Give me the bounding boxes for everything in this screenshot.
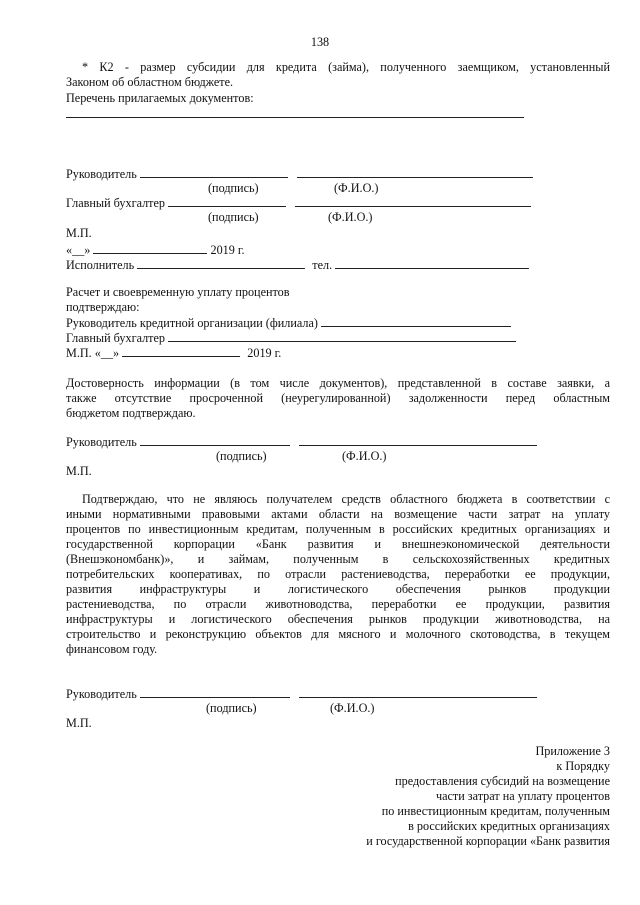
sig1-fio-caption: (Ф.И.О.) xyxy=(334,181,379,195)
bank-accountant-row xyxy=(66,330,516,346)
confirm-line1: Расчет и своевременную уплату процентов xyxy=(66,285,290,299)
appendix-line3: предоставления субсидий на возмещение xyxy=(395,774,610,788)
bank-date-row xyxy=(66,345,281,361)
sig1-head-sign-field xyxy=(140,166,288,178)
appendix-line1: Приложение 3 xyxy=(535,744,610,758)
sig2-fio-caption: (Ф.И.О.) xyxy=(342,449,387,463)
sig1-fio-caption-2: (Ф.И.О.) xyxy=(328,210,373,224)
sig1-accountant-row xyxy=(66,195,531,211)
documents-list-title: Перечень прилагаемых документов: xyxy=(66,91,254,105)
sig3-sign-field xyxy=(140,686,290,698)
k2-footnote-line2: Законом об областном бюджете. xyxy=(66,75,234,89)
reliability-line1: Достоверность информации (в том числе документов), представленной в составе заявки, а xyxy=(66,376,610,390)
bank-year: 2019 г. xyxy=(247,346,282,360)
confirm-para-line2: иными нормативными правовыми актами области на возмещение части затрат на уплату xyxy=(66,507,610,521)
appendix-line7: и государственной корпорации «Банк развития xyxy=(366,834,610,848)
sig1-head-fio-field xyxy=(297,166,533,178)
sig2-fio-field xyxy=(299,434,537,446)
sig1-date-field xyxy=(93,242,207,254)
reliability-line2: также отсутствие просроченной (неурегулированной) задолженности перед областным xyxy=(66,391,610,405)
sig2-mp: М.П. xyxy=(66,464,92,478)
confirm-para-line3: процентов по инвестиционным кредитам, полученным в российских кредитных организациях и xyxy=(66,522,610,536)
bank-accountant-field xyxy=(168,330,516,342)
sig1-mp: М.П. xyxy=(66,226,92,240)
sig1-executor-label: Исполнитель xyxy=(66,258,135,272)
confirm-para-line6: потребительских кооперативах, по отрасли растениеводства, переработки ее продукции, xyxy=(66,567,610,581)
confirm-para-line11: финансовом году. xyxy=(66,642,158,656)
appendix-line2: к Порядку xyxy=(556,759,610,773)
appendix-line6: в российских кредитных организациях xyxy=(408,819,610,833)
sig2-sign-caption: (подпись) xyxy=(216,449,267,463)
appendix-line4: части затрат на уплату процентов xyxy=(435,789,610,803)
sig3-head-label: Руководитель xyxy=(66,687,137,701)
sig1-executor-row xyxy=(66,257,529,273)
confirm-para-line9: инфраструктуры и логистического обеспечения рынков продукции животноводства, на xyxy=(66,612,610,626)
confirm-line2: подтверждаю: xyxy=(66,300,140,314)
reliability-line3: бюджетом подтверждаю. xyxy=(66,406,196,420)
sig3-mp: М.П. xyxy=(66,716,92,730)
confirm-para-line8: растениеводства, по отрасли животноводства, переработки ее продукции, развития xyxy=(66,597,610,611)
sig1-sign-caption-2: (подпись) xyxy=(208,210,259,224)
sig3-fio-caption: (Ф.И.О.) xyxy=(330,701,375,715)
sig1-accountant-fio-field xyxy=(295,195,531,207)
sig1-tel-label: тел. xyxy=(312,258,333,272)
sig3-fio-field xyxy=(299,686,537,698)
confirm-para-line1: Подтверждаю, что не являюсь получателем средств областного бюджета в соответствии с xyxy=(82,492,610,506)
bank-accountant-label: Главный бухгалтер xyxy=(66,331,166,345)
sig1-accountant-sign-field xyxy=(168,195,286,207)
sig2-head-row xyxy=(66,434,537,450)
sig3-sign-caption: (подпись) xyxy=(206,701,257,715)
sig1-date-prefix: «__» xyxy=(66,243,91,257)
confirm-para-line7: развития инфраструктуры и логистического обеспечения рынков продукции xyxy=(66,582,610,596)
bank-date-field xyxy=(122,345,240,357)
bank-head-label: Руководитель кредитной организации (филиала) xyxy=(66,316,318,330)
bank-head-field xyxy=(321,315,511,327)
sig2-head-label: Руководитель xyxy=(66,435,137,449)
confirm-para-line10: строительство и реконструкцию объектов для мясного и молочного скотоводства, в текущем xyxy=(66,627,610,641)
documents-list-line xyxy=(66,117,524,118)
appendix-line5: по инвестиционным кредитам, полученным xyxy=(381,804,610,818)
sig1-executor-field xyxy=(137,257,305,269)
confirm-para-line4: государственной корпорации «Банк развития и внешнеэкономической деятельности xyxy=(66,537,610,551)
sig1-head-label: Руководитель xyxy=(66,167,137,181)
sig2-sign-field xyxy=(140,434,290,446)
sig1-date-row xyxy=(66,242,245,258)
sig1-tel-field xyxy=(335,257,529,269)
sig1-accountant-label: Главный бухгалтер xyxy=(66,196,166,210)
k2-footnote-line1: * К2 - размер субсидии для кредита (займа), полученного заемщиком, установленный xyxy=(82,60,610,74)
sig1-head-row xyxy=(66,166,533,182)
sig1-year: 2019 г. xyxy=(210,243,245,257)
sig3-head-row xyxy=(66,686,537,702)
bank-mp-date-prefix: М.П. «__» xyxy=(66,346,120,360)
sig1-sign-caption: (подпись) xyxy=(208,181,259,195)
bank-head-row xyxy=(66,315,511,331)
page-number: 138 xyxy=(310,35,330,49)
confirm-para-line5: (Внешэкономбанк)», и займам, полученным в сельскохозяйственных кредитных xyxy=(66,552,610,566)
